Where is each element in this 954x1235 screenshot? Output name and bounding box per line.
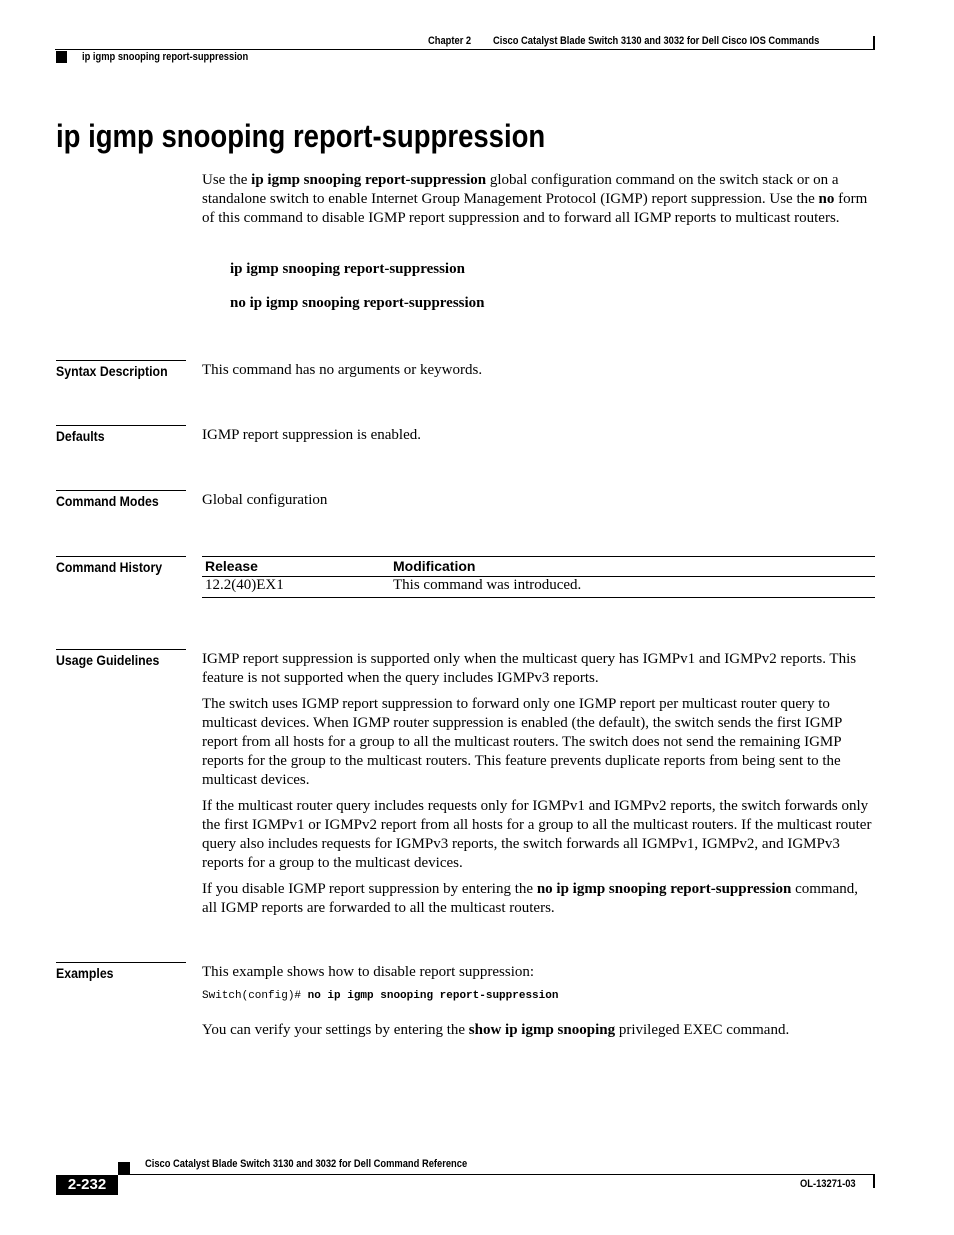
text: form of this command to disable IGMP report suppression and to forward all IGMP reports to multicast routers. [202, 191, 868, 226]
command-name: show ip igmp snooping [468, 1022, 616, 1038]
modification-cell: This command was introduced. [393, 577, 582, 593]
column-header-modification: Modification [393, 558, 476, 574]
syntax-description-text: This command has no arguments or keywords. [202, 362, 483, 378]
defaults-text: IGMP report suppression is enabled. [202, 427, 421, 443]
command-modes-text: Global configuration [202, 492, 328, 508]
footer-vertical-rule [873, 1175, 875, 1188]
usage-paragraph: The switch uses IGMP report suppression to forward only one IGMP report per multicast router query to multicast devices. When IGMP router suppression is enabled (the default), the switch sends the first IGMP report from all hosts for a group to all the multicast routers. The switch does not send the remaining IGMP reports for the group to the multicast routers. This feature prevents duplicate reports from being sent to the multicast devices. [202, 696, 842, 788]
section-label-command-modes: Command Modes [56, 490, 186, 509]
header-book-title: Cisco Catalyst Blade Switch 3130 and 3032 for Dell Cisco IOS Commands [493, 35, 820, 47]
text: Use the [202, 172, 252, 188]
header-vertical-rule [873, 36, 875, 50]
header-marker [56, 51, 67, 63]
header-rule [55, 49, 875, 50]
section-label-command-history: Command History [56, 556, 186, 575]
usage-paragraph: If the multicast router query includes requests only for IGMPv1 and IGMPv2 reports, the switch forwards only the first IGMPv1 or IGMPv2 report from all hosts for a group to all the multicast routers. If the multicast router query also includes requests for IGMPv3 reports, the switch forwards all IGMPv1, IGMPv2, and IGMPv3 reports for a group to the multicast devices. [202, 798, 872, 871]
intro-paragraph [202, 171, 875, 228]
table-row [202, 577, 875, 598]
page-number: 2-232 [56, 1175, 118, 1195]
text: If you disable IGMP report suppression by entering the [202, 881, 537, 897]
section-label-syntax-description: Syntax Description [56, 360, 186, 379]
column-header-release: Release [205, 558, 258, 574]
keyword-no: no [818, 191, 835, 207]
section-label-defaults: Defaults [56, 425, 186, 444]
code-command: no ip igmp snooping report-suppression [307, 990, 559, 1002]
table-header-row [202, 557, 875, 577]
syntax-line-no: no ip igmp snooping report-suppression [230, 295, 485, 311]
footer-rule [118, 1174, 875, 1175]
code-prompt: Switch(config)# [202, 990, 308, 1002]
text: privileged EXEC command. [615, 1022, 790, 1038]
text: command, all IGMP reports are forwarded to all the multicast routers. [202, 881, 858, 916]
code-example [202, 990, 558, 1002]
header-chapter: Chapter 2 [428, 35, 472, 47]
verify-text [202, 1021, 875, 1040]
syntax-line: ip igmp snooping report-suppression [230, 261, 465, 277]
command-name: no ip igmp snooping report-suppression [536, 881, 792, 897]
page-title: ip igmp snooping report-suppression [56, 118, 546, 154]
usage-guidelines-body [202, 650, 875, 925]
doc-number: OL-13271-03 [800, 1178, 856, 1190]
footer-book-title: Cisco Catalyst Blade Switch 3130 and 3032 for Dell Command Reference [145, 1158, 468, 1170]
examples-text: This example shows how to disable report suppression: [202, 964, 535, 980]
header-section: ip igmp snooping report-suppression [82, 51, 249, 63]
command-name: ip igmp snooping report-suppression [251, 172, 487, 188]
release-cell: 12.2(40)EX1 [205, 577, 284, 593]
section-label-usage-guidelines: Usage Guidelines [56, 649, 186, 668]
command-history-table [202, 556, 875, 598]
usage-paragraph: IGMP report suppression is supported only when the multicast query has IGMPv1 and IGMPv2 reports. This feature is not supported when the query includes IGMPv3 reports. [202, 651, 857, 686]
text: global configuration command on the switch stack or on a standalone switch to enable Internet Group Management Protocol (IGMP) report suppression. Use the [202, 172, 839, 207]
usage-paragraph [202, 880, 875, 918]
text: You can verify your settings by entering the [202, 1022, 469, 1038]
section-label-examples: Examples [56, 962, 186, 981]
